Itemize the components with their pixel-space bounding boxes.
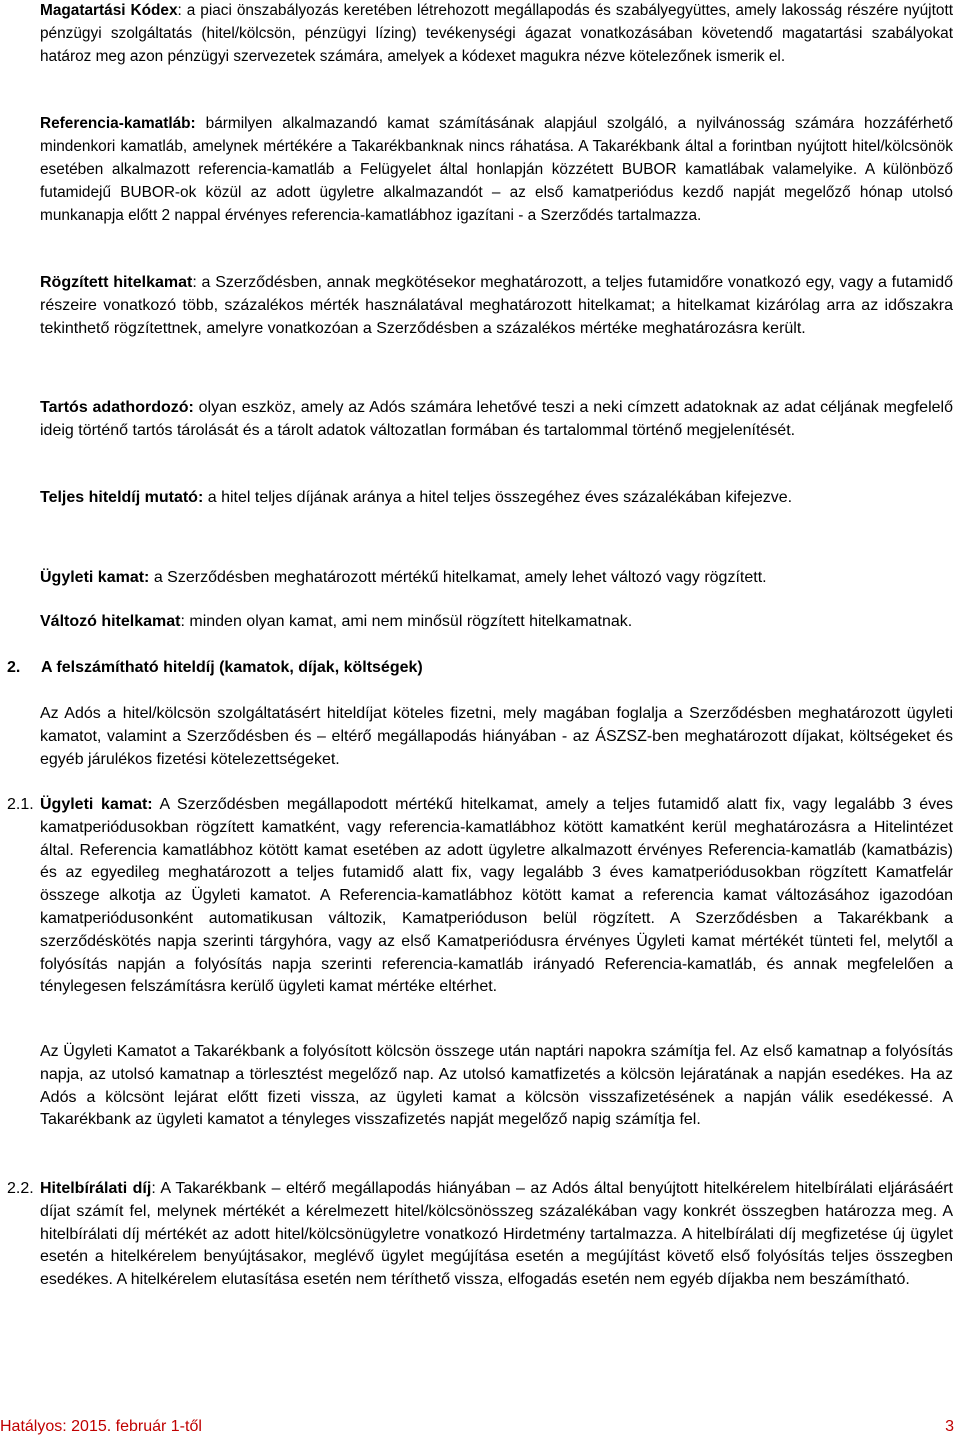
- definition-text: : a Szerződésben, annak megkötésekor meghatározott, a teljes futamidőre vonatkozó egy, vagy a futamidő részeire vonatkozó több, százalékos mérték használatával meghatározott hitelkamat; a hitelkamat kizárólag arra az időszakra tekinthető rögzítettnek, amelyre vonatkozóan a Szerződésben a százalékos mértéke meghatározásra került.: [40, 274, 954, 337]
- definition-rogzitett-hitelkamat: [40, 272, 953, 340]
- subsection-hitelbiralati-dij: [40, 1178, 953, 1292]
- subsection-text: A Szerződésben megállapodott mértékű hitelkamat, amely a teljes futamidő alatt fix, vagy legalább 3 éves kamatperiódusokban rögzített kamatként, vagy referencia-kamatlábhoz kötött kamatként kerül meghatározásra a Hitelintézet által. Referencia kamatlábhoz kötött kamat esetében az adott ügyletre alkalmazott érvényes Referencia-kamatláb (kamatbázis) és az egyedileg meghatározott a teljes futamidő alatt fix, vagy legalább 3 éves kamatperiódusokban rögzített Kamatfelár összege alkotja az Ügyleti kamatot. A Referencia-kamatlábhoz kötött kamat a referencia kamat változásához igazodóan kamatperiódusonként automatikusan változik, Kamatperióduson belül rögzített. A Szerződésben a Takarékbank a szerződéskötés napja szerinti tárgyhóra, vagy az első Kamatperiódusra érvényes Ügyleti kamat mértékét tünteti fel, melytől a folyósítás napján a folyósítás napja szerinti referencia-kamatláb irányadó Referencia-kamatláb, és annak megfelelően a ténylegesen felszámításra kerülő ügyleti kamat mértéke eltérhet.: [40, 796, 953, 996]
- definition-text: a hitel teljes díjának aránya a hitel teljes összegéhez éves százalékában kifejezve.: [203, 489, 793, 506]
- definition-teljes-hiteldij-mutato: [40, 487, 953, 510]
- term: Referencia-kamatláb:: [40, 115, 196, 132]
- term: Magatartási Kódex: [40, 2, 178, 19]
- section-title: A felszámítható hiteldíj (kamatok, díjak, költségek): [41, 659, 423, 676]
- term: Rögzített hitelkamat: [40, 274, 193, 291]
- section-number: 2.: [7, 659, 21, 676]
- subsection-ugyleti-kamat-continued: Az Ügyleti Kamatot a Takarékbank a folyósított kölcsön összege után naptári napokra számítja fel. Az első kamatnap a folyósítás napja, az utolsó kamatnap a törlesztést megelőző nap. Az utolsó kamatfizetés a kölcsön lejáratának a napján esedékes. Ha az Adós a kölcsönt lejárat előtt fizeti vissza, az ügyleti kamat a kölcsön visszafizetésének a napján válik esedékessé. A Takarékbank az ügyleti kamatot a tényleges visszafizetés napját megelőző napig számítja fel.: [40, 1043, 953, 1129]
- definition-tartos-adathordozo: [40, 397, 953, 443]
- page-number: 3: [945, 1418, 954, 1435]
- term: Hitelbírálati díj: [40, 1180, 152, 1197]
- term: Ügyleti kamat:: [40, 796, 153, 813]
- term: Teljes hiteldíj mutató:: [40, 489, 204, 506]
- term: Változó hitelkamat: [40, 613, 181, 630]
- definition-ugyleti-kamat: [40, 567, 953, 590]
- definition-valtozo-hitelkamat: [40, 611, 953, 634]
- subsection-number: 2.1.: [7, 796, 34, 813]
- subsection-ugyleti-kamat: [40, 794, 953, 999]
- definition-text: olyan eszköz, amely az Adós számára lehetővé teszi a neki címzett adatoknak az adat céljának megfelelő ideig történő tartós tárolását és a tárolt adatok változatlan formában és tartalommal történő megjelenítését.: [40, 399, 953, 439]
- effective-date: Hatályos: 2015. február 1-től: [0, 1418, 202, 1435]
- definition-text: a Szerződésben meghatározott mértékű hitelkamat, amely lehet változó vagy rögzített.: [149, 569, 767, 586]
- subsection-text: : A Takarékbank – eltérő megállapodás hiányában – az Adós által benyújtott hitelkérelem hitelbírálati eljárásáért díjat számít fel, melynek mértékét a kérelmezett hitel/kölcsönösszeg százalékában vagy konkrét összegben határozza meg. A hitelbírálati díj mértékét az adott hitel/kölcsönügyletre vonatkozó Hirdetmény tartalmazza. A hitelbírálati díj megfizetése új ügylet esetén a hitelkérelem benyújtásakor, meglévő ügylet megújítása esetén a megújítást követő első folyósítás teljes összegben esedékes. A hitelkérelem elutasítása esetén nem téríthető vissza, elfogadás esetén nem egyéb díjakba nem beszámítható.: [40, 1180, 954, 1289]
- term: Tartós adathordozó:: [40, 399, 194, 416]
- definition-text: bármilyen alkalmazandó kamat számításának alapjául szolgáló, a nyilvánosság számára hozzáférhető mindenkori kamatláb, amelynek mértékére a Takarékbanknak nincs ráhatása. A Takarékbank által a forintban nyújtott hitel/kölcsönök esetében alkalmazott referencia-kamatláb a Felügyelet által honlapján közzétett BUBOR kamatlábak valamelyike. A különböző futamidejű BUBOR-ok közül az adott ügyletre alkalmazandót – az első kamatperiódus kezdő napját megelőző hónap utolsó munkanapja előtt 2 nappal érvényes referencia-kamatlábhoz igazítani - a Szerződés tartalmazza.: [40, 115, 953, 224]
- definition-text: : minden olyan kamat, ami nem minősül rögzített hitelkamatnak.: [180, 613, 633, 630]
- term: Ügyleti kamat:: [40, 569, 150, 586]
- subsection-number: 2.2.: [7, 1180, 34, 1197]
- section-heading: [7, 657, 947, 680]
- definition-magatartasi-kodex: [40, 0, 953, 69]
- definition-text: : a piaci önszabályozás keretében létrehozott megállapodás és szabályegyüttes, amely lakosság részére nyújtott pénzügyi szolgáltatás (hitel/kölcsön, pénzügyi lízing) tevékenységi ágazat vonatkozásában követendő magatartási szabályokat határoz meg azon pénzügyi szervezetek számára, amelyek a kódexet magukra nézve kötelezőnek ismerik el.: [40, 2, 953, 65]
- section-intro: Az Adós a hitel/kölcsön szolgáltatásért hiteldíjat köteles fizetni, mely magában foglalja a Szerződésben meghatározott ügyleti kamatot, valamint a Szerződésben és – eltérő megállapodás hiányában - az ÁSZSZ-ben meghatározott díjakat, költségeket és egyéb járulékos fizetési kötelezettségeket.: [40, 705, 953, 768]
- page-footer: [0, 1418, 960, 1442]
- definition-referencia-kamatlab: [40, 113, 953, 228]
